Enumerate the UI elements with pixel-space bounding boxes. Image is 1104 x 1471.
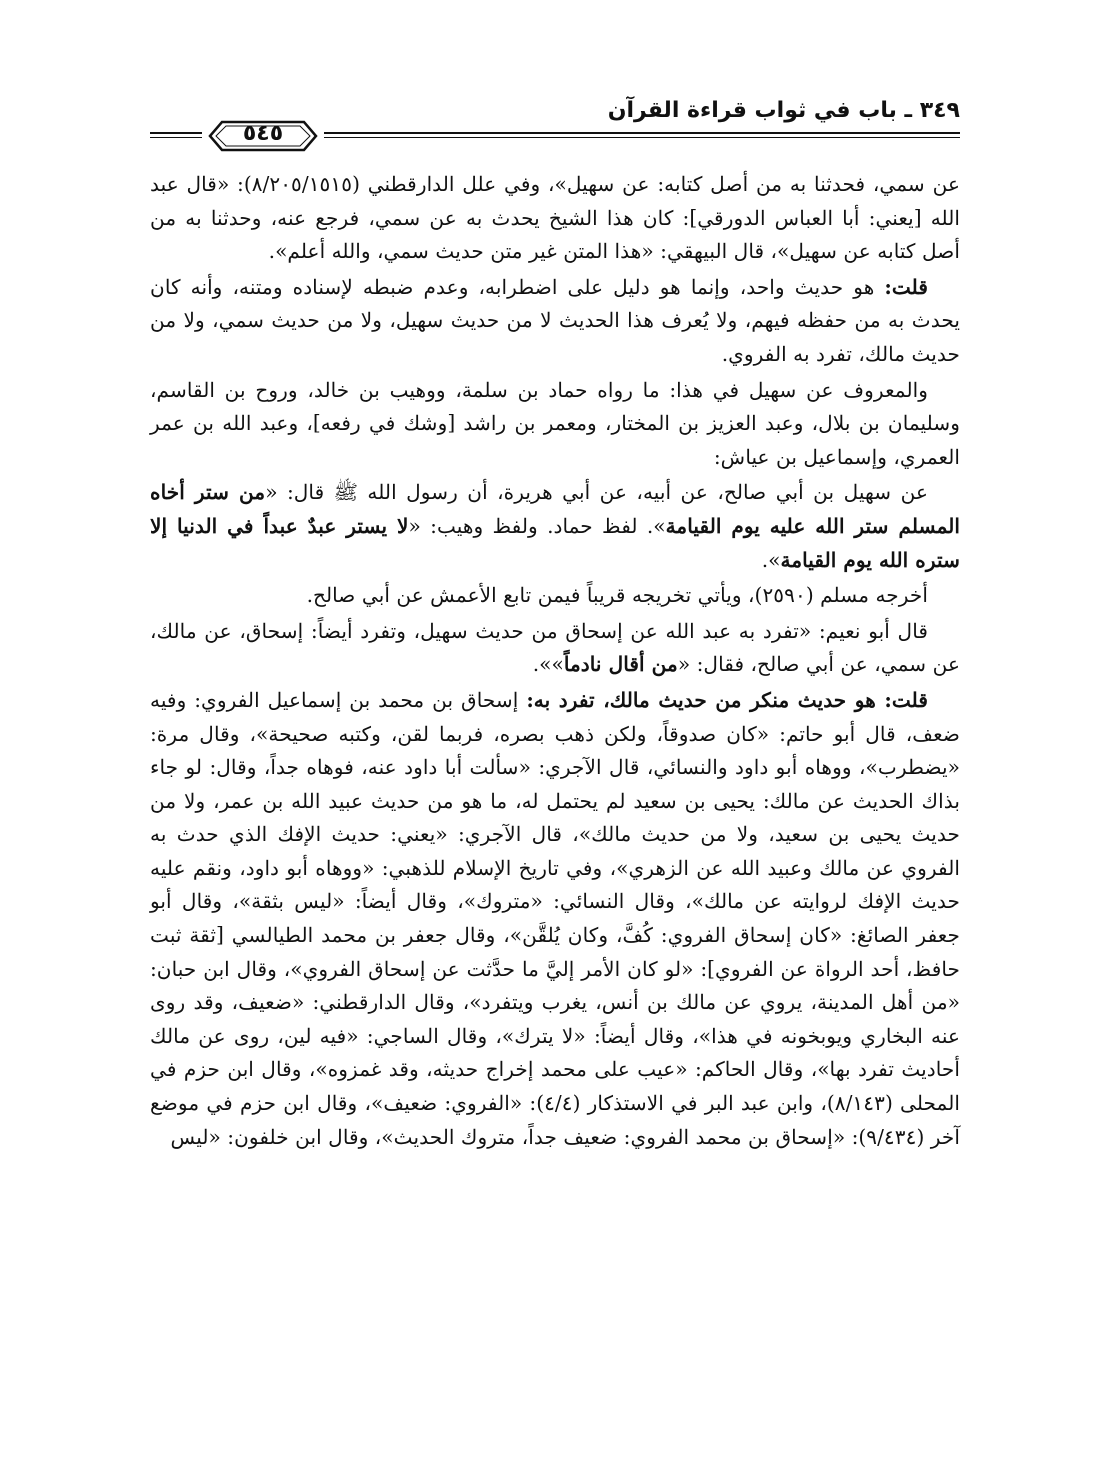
bold-run: قلت: هو حديث منكر من حديث مالك، تفرد به:: [526, 687, 928, 712]
page-number-badge: [202, 116, 324, 156]
document-page: [150, 88, 960, 1418]
text-run: ». لفظ حماد. ولفظ وهيب: «: [408, 513, 666, 538]
bold-run: قلت:: [884, 274, 928, 299]
paragraph: [150, 579, 960, 613]
paragraph: [150, 271, 960, 372]
paragraph: [150, 374, 960, 475]
text-run: ».: [761, 547, 781, 572]
bold-run: من ستر أخاه المسلم ستر الله عليه يوم القيامة: [150, 480, 961, 538]
body-text: [150, 168, 960, 1154]
text-run: هو حديث واحد، وإنما هو دليل على اضطرابه، وعدم ضبطه لإسناده ومتنه، وأنه كان يحدث به من حفظه فيهم، ولا يُعرف هذا الحديث لا من حديث سهيل، ولا من حديث سمي، ولا من حديث مالك، تفرد به الفروي.: [150, 274, 960, 366]
text-run: قال أبو نعيم: «تفرد به عبد الله عن إسحاق من حديث سهيل، وتفرد أيضاً: إسحاق، عن مالك، عن سمي، عن أبي صالح، فقال: «: [150, 618, 960, 677]
paragraph: [150, 615, 960, 682]
paragraph: [150, 476, 960, 577]
text-run: »».: [532, 652, 564, 677]
bold-run: لا يستر عبدٌ عبداً في الدنيا إلا ستره الله يوم القيامة: [150, 513, 960, 572]
text-run: عن سهيل بن أبي صالح، عن أبيه، عن أبي هريرة، أن رسول الله ﷺ قال: «: [265, 480, 928, 505]
text-run: عن سمي، فحدثنا به من أصل كتابه: عن سهيل»، وفي علل الدارقطني (٨/٢٠٥/١٥١٥): «قال عبد الله [يعني: أبا العباس الدورقي]: كان هذا الشيخ يحدث به عن سمي، فرجع عنه، وحدثنا به من أصل كتابه عن سهيل»، قال البيهقي: «هذا المتن غير متن حديث سمي، والله أعلم».: [150, 172, 960, 264]
text-run: أخرجه مسلم (٢٥٩٠)، ويأتي تخريجه قريباً فيمن تابع الأعمش عن أبي صالح.: [306, 583, 928, 608]
text-run: والمعروف عن سهيل في هذا: ما رواه حماد بن سلمة، ووهيب بن خالد، وروح بن القاسم، وسليمان بن بلال، وعبد العزيز بن المختار، ومعمر بن راشد [وشك في رفعه]، وعبد الله بن عمر العمري، وإسماعيل بن عياش:: [150, 377, 960, 469]
bold-run: من أقال نادماً: [563, 652, 678, 677]
paragraph: [150, 168, 960, 269]
page-number: ٥٤٥: [242, 121, 284, 146]
text-run: إسحاق بن محمد بن إسماعيل الفروي: وفيه ضعف، قال أبو حاتم: «كان صدوقاً، ولكن ذهب بصره، فربما لقن، وكتبه صحيحة»، وقال مرة: «يضطرب»، ووهاه أبو داود والنسائي، قال الآجري: «سألت أبا داود عنه، فوهاه جداً، وقال: لو جاء بذاك الحديث عن مالك: يحيى بن سعيد لم يحتمل له، ما هو من حديث عبيد الله بن عمر، ولا من حديث يحيى بن سعيد، ولا من حديث مالك»، قال الآجري: «يعني: حديث الإفك الذي حدث به الفروي عن مالك وعبيد الله عن الزهري»، وفي تاريخ الإسلام للذهبي: «ووهاه أبو داود، ونقم عليه حديث الإفك لروايته عن مالك»، وقال النسائي: «متروك»، وقال أيضاً: «ليس بثقة»، وقال أبو جعفر الصائغ: «كان إسحاق الفروي: كُفَّ، وكان يُلقَّن»، وقال جعفر بن محمد الطيالسي [ثقة ثبت حافظ، أحد الرواة عن الفروي]: «لو كان الأمر إليَّ ما حدَّثت عن إسحاق الفروي»، وقال ابن حبان: «من أهل المدينة، يروي عن مالك بن أنس، يغرب ويتفرد»، وقال الدارقطني: «ضعيف، وقد روى عنه البخاري ويوبخونه في هذا»، وقال أيضاً: «لا يترك»، وقال الساجي: «فيه لين، روى عن مالك أحاديث تفرد بها»، وقال الحاكم: «عيب على محمد إخراج حديثه، وقد غمزوه»، وقال ابن حزم في المحلى (٨/١٤٣)، وابن عبد البر في الاستذكار (٤/٤): «الفروي: ضعيف»، وقال ابن حزم في موضع آخر (٩/٤٣٤): «إسحاق بن محمد الفروي: ضعيف جداً، متروك الحديث»، وقال ابن خلفون: «ليس: [150, 687, 960, 1149]
paragraph: [150, 684, 960, 1154]
chapter-title: ٣٤٩ ـ باب في ثواب قراءة القرآن: [607, 98, 960, 123]
page-header: [150, 88, 960, 174]
